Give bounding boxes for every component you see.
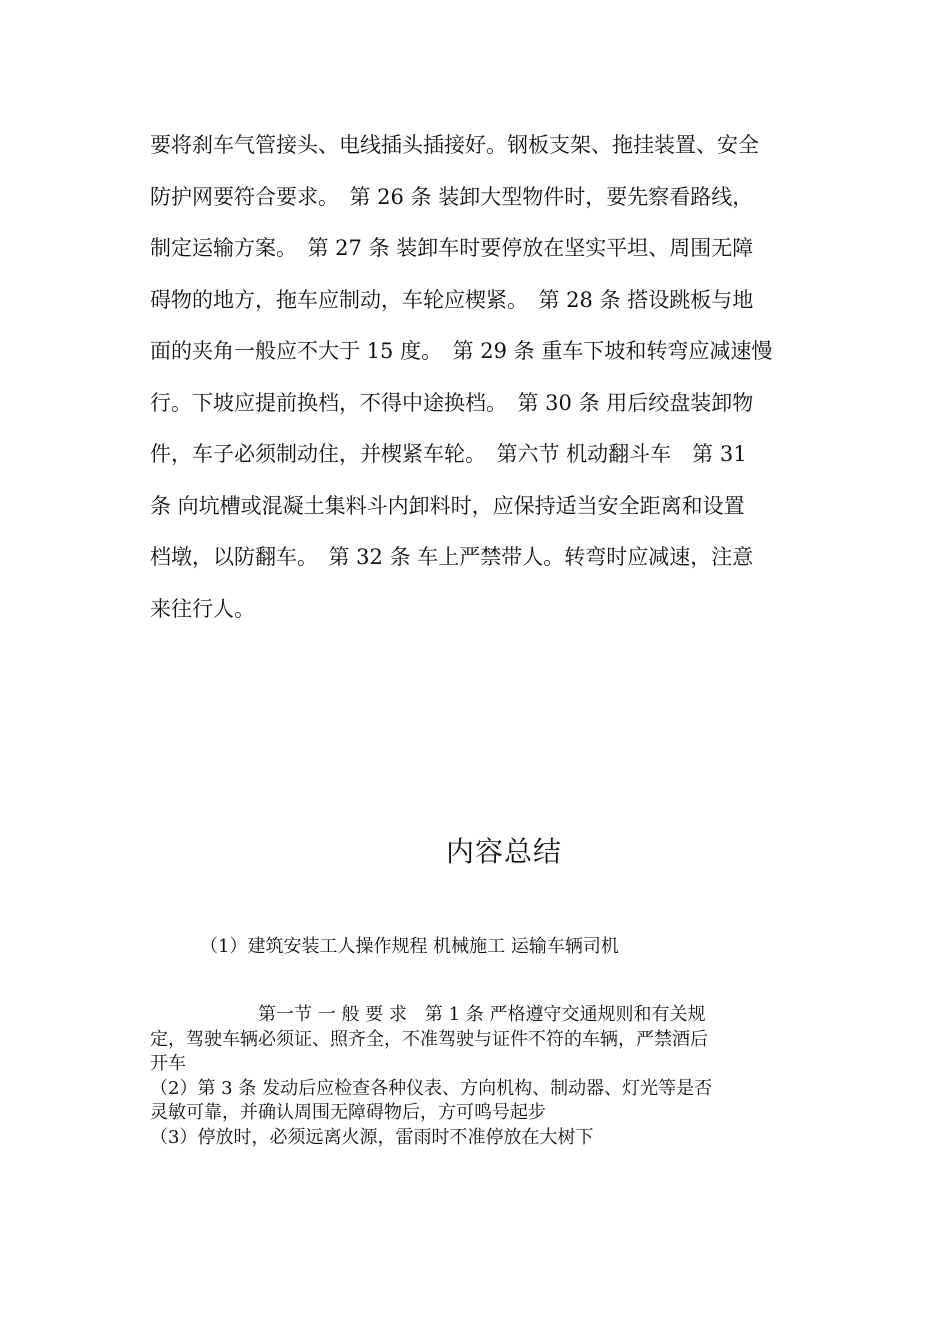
body-line: 要将刹车气管接头、电线插头插接好。钢板支架、拖挂装置、安全 [150,133,759,157]
body-line: 制定运输方案。 第 27 条 装卸车时要停放在坚实平坦、周围无障 [150,236,754,260]
summary-item-1: （1）建筑安装工人操作规程 机械施工 运输车辆司机 [200,936,619,957]
summary-line: 定，驾驶车辆必须证、照齐全，不准驾驶与证件不符的车辆，严禁酒后 [150,1028,708,1050]
summary-title: 内容总结 [445,835,562,868]
body-line: 档墩，以防翻车。 第 32 条 车上严禁带人。转弯时应减速，注意 [150,545,754,569]
summary-line: （2）第 3 条 发动后应检查各种仪表、方向机构、制动器、灯光等是否 [150,1077,713,1099]
body-line: 件，车子必须制动住，并楔紧车轮。 第六节 机动翻斗车 第 31 [150,442,747,466]
summary-line: 灵敏可靠，并确认周围无障碍物后，方可鸣号起步 [150,1102,546,1123]
summary-block [150,1003,800,1150]
summary-line: （3）停放时，必须远离火源，雷雨时不准停放在大树下 [150,1126,594,1148]
body-paragraph [150,120,810,635]
body-line: 条 向坑槽或混凝土集料斗内卸料时，应保持适当安全距离和设置 [150,493,745,518]
body-line: 防护网要符合要求。 第 26 条 装卸大型物件时，要先察看路线， [150,184,754,209]
body-line: 面的夹角一般应不大于 15 度。 第 29 条 重车下坡和转弯应减速慢 [150,339,773,363]
summary-line: 第一节 一 般 要 求 第 1 条 严格遵守交通规则和有关规 [150,1004,706,1025]
summary-line: 开车 [150,1053,186,1074]
body-line: 行。下坡应提前换档，不得中途换档。 第 30 条 用后绞盘装卸物 [150,390,754,415]
body-line: 来往行人。 [150,596,255,621]
body-line: 碍物的地方，拖车应制动，车轮应楔紧。 第 28 条 搭设跳板与地 [150,287,754,312]
